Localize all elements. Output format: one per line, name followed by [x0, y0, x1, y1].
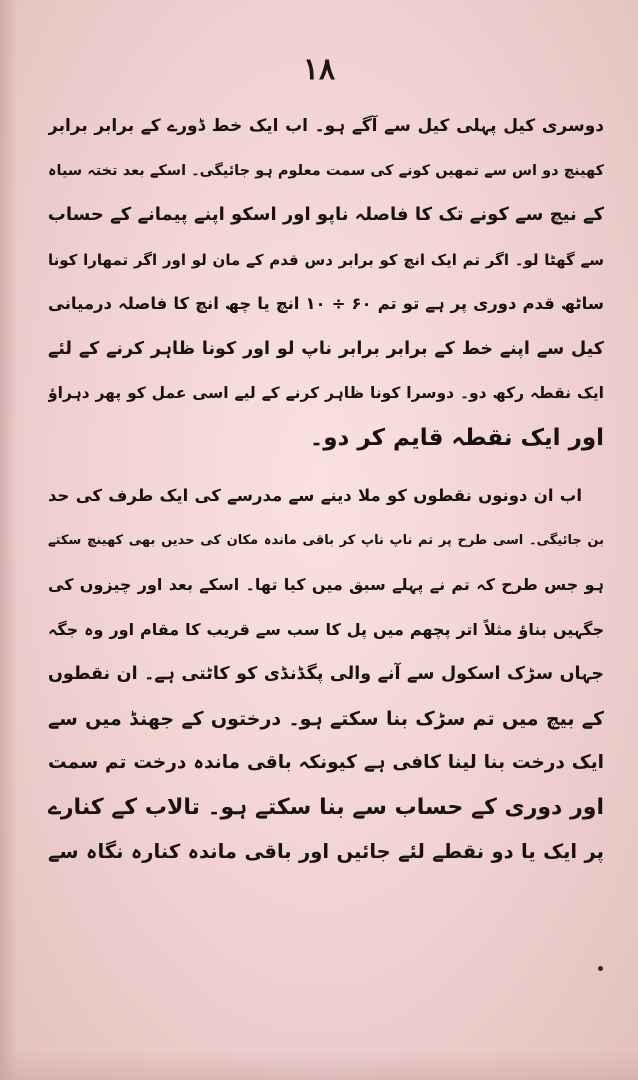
page-bottom-shadow	[0, 1050, 638, 1080]
text-line: دوسری کیل پہلی کیل سے آگے ہو۔ اب ایک خط ڈورے کے برابر برابر	[48, 116, 604, 136]
text-line: ہو جس طرح کہ تم نے پہلے سبق میں کیا تھا۔ اسکے بعد اور چیزوں کی	[48, 575, 604, 594]
text-line: اب ان دونوں نقطوں کو ملا دینے سے مدرسے کی ایک طرف کی حد	[48, 486, 582, 505]
text-line: کے بیچ میں تم سڑک بنا سکتے ہو۔ درختوں کے جھنڈ میں سے	[48, 707, 604, 730]
text-line: اور ایک نقطہ قایم کر دو۔	[309, 424, 604, 451]
text-line: سے گھٹا لو۔ اگر تم ایک انچ کو برابر دس قدم کے مان لو اور اگر تمھارا کونا	[48, 250, 604, 269]
text-line: جہاں سڑک اسکول سے آنے والی پگڈنڈی کو کاٹتی ہے۔ ان نقطوں	[48, 664, 604, 684]
page-number: ۱۸	[302, 52, 336, 87]
paragraph-1	[48, 104, 604, 460]
text-line: کھینچ دو اس سے تمھیں کونے کی سمت معلوم ہو جائیگی۔ اسکے بعد تختہ سیاہ	[48, 162, 604, 179]
text-line: جگہیں بناؤ مثلاً اتر پچھم میں پل کا سب سے قریب کا مقام اور وہ جگہ	[48, 619, 604, 639]
text-line: ساٹھ قدم دوری پر ہے تو تم ۶۰ ÷ ۱۰ انچ یا چھ انچ کا فاصلہ درمیانی	[48, 294, 604, 313]
text-line: پر ایک یا دو نقطے لئے جائیں اور باقی ماندہ کنارہ نگاہ سے	[48, 840, 604, 863]
body-text	[48, 104, 604, 875]
ink-dot	[598, 966, 603, 971]
page-edge-shadow	[0, 0, 18, 1080]
text-line: کیل سے اپنے خط کے برابر برابر ناپ لو اور کونا ظاہر کرنے کے لئے	[48, 338, 604, 359]
paragraph-2	[48, 474, 604, 875]
text-line: بن جائیگی۔ اسی طرح پر تم ناپ ناپ کر باقی ماندہ مکان کی حدیں بھی کھینچ سکتے	[48, 532, 604, 548]
text-line: اور دوری کے حساب سے بنا سکتے ہو۔ تالاب کے کنارے	[48, 794, 604, 820]
text-line: کے نیچ سے کونے تک کا فاصلہ ناپو اور اسکو اپنے پیمانے کے حساب	[48, 204, 604, 225]
text-line: ایک درخت بنا لینا کافی ہے کیونکہ باقی ماندہ درخت تم سمت	[48, 752, 604, 773]
text-line: ایک نقطہ رکھ دو۔ دوسرا کونا ظاہر کرنے کے لیے اسی عمل کو پھر دہراؤ	[48, 384, 604, 402]
